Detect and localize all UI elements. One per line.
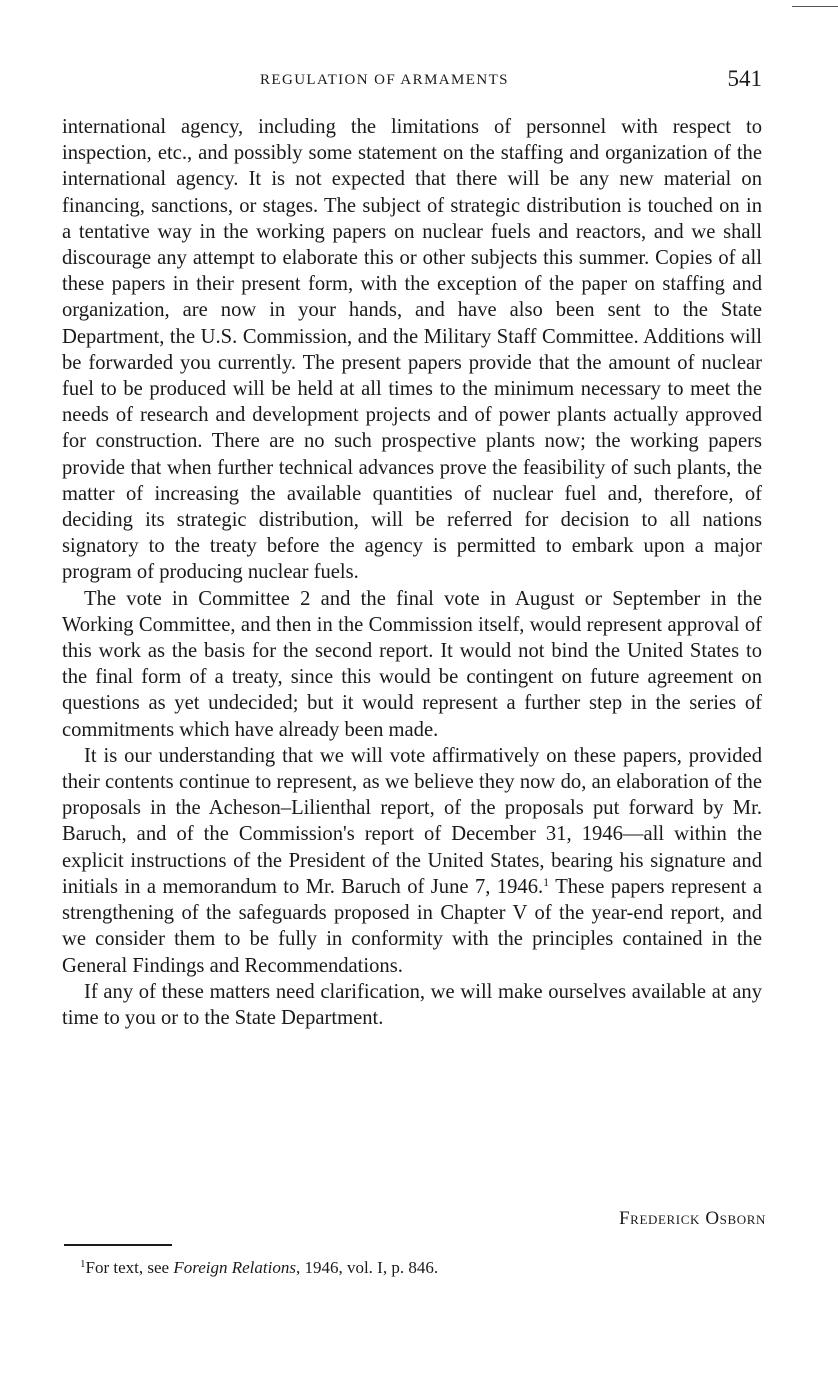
paragraph-3 [62, 743, 762, 979]
footnote-text-after: , 1946, vol. I, p. 846. [295, 1258, 439, 1277]
paragraph-1: international agency, including the limitations of personnel with respect to inspection, etc., and possibly some statement on the staffing and organization of the international agency. It is not expected that there will be any new material on financing, sanctions, or stages. The subject of strategic distribution is touched on in a tentative way in the working papers on nuclear fuels and reactors, and we shall discourage any attempt to elaborate this or other subjects this summer. Copies of all these papers in their present form, with the exception of the paper on staffing and organization, are now in your hands, and have also been sent to the State Department, the U.S. Commission, and the Military Staff Committee. Additions will be forwarded you currently. The present papers provide that the amount of nuclear fuel to be produced will be held at all times to the minimum necessary to meet the needs of research and development projects and of power plants actually approved for construction. There are no such prospective plants now; the working papers provide that when further technical advances prove the feasibility of such plants, the matter of increasing the available quantities of nuclear fuel and, therefore, of deciding its strategic distribution, will be referred for decision to all nations signatory to the treaty before the agency is permitted to embark upon a major program of producing nuclear fuels. [62, 116, 762, 584]
footnote-rule [64, 1244, 172, 1246]
paragraph-2: The vote in Committee 2 and the final vote in August or September in the Working Committee, and then in the Commission itself, would represent approval of this work as the basis for the second report. It would not bind the United States to the final form of a treaty, since this would be contingent on future agreement on questions as yet undecided; but it would represent a further step in the series of commitments which have already been made. [62, 587, 762, 741]
paragraph-3-text-after-note: These papers represent a strengthening of the safeguards proposed in Chapter V of the year-end report, and we consider them to be fully in conformity with the principles contained in the General Findings and Recommendations. [62, 875, 763, 977]
page-number: 541 [727, 66, 762, 91]
corner-rule [792, 6, 838, 7]
paragraph-3-text-before-note: It is our understanding that we will vote affirmatively on these papers, provided their contents continue to represent, as we believe they now do, an elaboration of the proposals in the Acheson–Lilienthal report, of the proposals put forward by Mr. Baruch, and of the Commission's report of December 31, 1946—all within the explicit instructions of the President of the United States, bearing his signature and initials in a memorandum to Mr. Baruch of June 7, 1946. [62, 744, 762, 898]
paragraph-4: If any of these matters need clarification, we will make ourselves available at any time to you or to the State Department. [62, 980, 762, 1029]
body-text [62, 114, 762, 1031]
footnote [80, 1258, 438, 1278]
running-head [62, 66, 762, 96]
footnote-reference: 1 [543, 874, 550, 889]
running-title: REGULATION OF ARMAMENTS [260, 72, 509, 88]
footnote-text-before: For text, see [85, 1258, 174, 1277]
footnote-marker: 1 [80, 1258, 86, 1270]
footnote-title: Foreign Relations [173, 1258, 296, 1277]
signature: Frederick Osborn [619, 1208, 766, 1229]
